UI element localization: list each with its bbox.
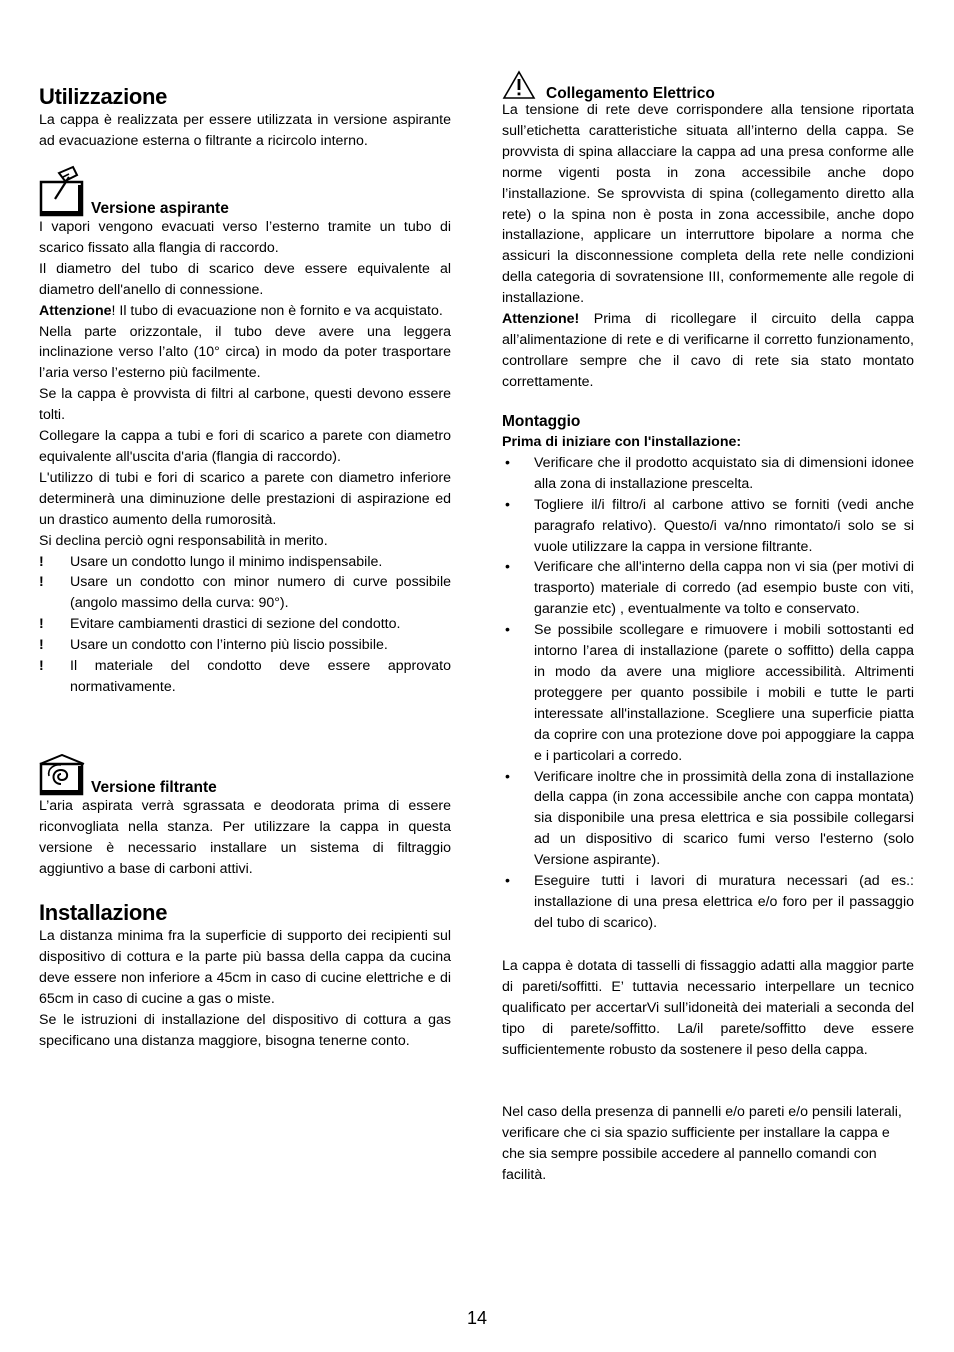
warning-text: Usare un condotto con minor numero di curve possibile (angolo massimo della curva: 90°). <box>70 574 451 612</box>
aspirante-paragraph-6: Collegare la cappa a tubi e fori di scarico a parete con diametro equivalente all'uscita d'aria (flangia di raccordo). <box>39 428 451 465</box>
elettrico-paragraph-2 <box>502 309 914 393</box>
warning-mark: ! <box>39 574 44 591</box>
filtrante-text: L’aria aspirata verrà sgrassata e deodorata prima di essere riconvogliata nella stanza. Per utilizzare la cappa in questa versione è necessario installare un sistema di filtraggio aggiuntivo a base di carboni attivi. <box>39 798 451 877</box>
warning-item <box>39 656 451 698</box>
bullet-mark: • <box>505 622 510 639</box>
bullet-item <box>502 453 914 495</box>
installazione-title: Installazione <box>39 900 168 925</box>
utilizzazione-text: La cappa è realizzata per essere utilizzata in versione aspirante ad evacuazione esterna o filtrante a ricircolo interno. <box>39 112 451 149</box>
bullet-item <box>502 495 914 558</box>
tasselli-paragraph-block <box>502 956 914 1061</box>
montaggio-subtitle: Prima di iniziare con l'installazione: <box>502 434 742 450</box>
warning-mark: ! <box>39 553 44 570</box>
bullet-text: Verificare che il prodotto acquistato sia di dimensioni idonee alla zona di installazione prescelta. <box>534 454 914 492</box>
bullet-mark: • <box>505 454 510 471</box>
warning-text: Usare un condotto con l’interno più liscio possibile. <box>70 637 388 654</box>
bullet-text: Eseguire tutti i lavori di muratura necessari (ad es.: installazione di una presa elettrica e/o foro per il passaggio del tubo di scarico). <box>534 873 914 931</box>
warning-triangle-icon <box>502 70 536 100</box>
warning-text: Evitare cambiamenti drastici di sezione del condotto. <box>70 616 401 633</box>
installazione-section <box>39 900 451 1051</box>
bullet-text: Verificare che all'interno della cappa non vi sia (per motivi di trasporto) materiale di corredo (ad esempio buste con viti, garanzie etc) , eventualmente va tolto e conservato. <box>534 559 914 618</box>
attention-label: Attenzione! <box>502 311 580 328</box>
collegamento-elettrico-title: Collegamento Elettrico <box>546 85 715 102</box>
warning-item <box>39 572 451 614</box>
aspirante-paragraph-8: Si declina perciò ogni responsabilità in merito. <box>39 532 328 549</box>
bullet-item <box>502 767 914 872</box>
bullet-text: Se possibile scollegare e rimuovere i mobili sottostanti ed intorno l’area di installazione (parete o soffitto) della cappa in modo da avere una migliore accessibilità. Altrimenti proteggere per quanto possibile i mobili e tutte le parti interessate all'installazione. Scegliere una superficie piatta da coprire con una protezione dove poi appoggiare la cappa e i particolari a corredo. <box>534 622 914 764</box>
aspirante-paragraph-7: L'utilizzo di tubi e fori di scarico a parete con diametro inferiore determinerà una diminuzione delle prestazioni di aspirazione ed un drastico aumento della rumorosità. <box>39 469 451 528</box>
ducted-hood-icon <box>39 165 85 217</box>
utilizzazione-title: Utilizzazione <box>39 84 168 109</box>
bullet-item <box>502 557 914 620</box>
warning-item <box>39 552 451 573</box>
tasselli-paragraph: La cappa è dotata di tasselli di fissaggio adatti alla maggior parte di pareti/soffitti. E’ tuttavia necessario interpellare un tecnico qualificato per accertarVi sull’idoneità dei materiali a seconda del tipo di parete/soffitto. La/il parete/soffitto deve essere sufficientemente robusto da sostenere il peso della cappa. <box>502 958 914 1058</box>
recirculating-hood-icon <box>39 754 85 796</box>
warning-list <box>39 552 451 698</box>
pannelli-paragraph: Nel caso della presenza di pannelli e/o pareti e/o pensili laterali, verificare che ci sia spazio sufficiente per installare la cappa e che sia sempre possibile accedere al pannello comandi con facilità. <box>502 1104 902 1183</box>
aspirante-paragraph-4: Nella parte orizzontale, il tubo deve avere una leggera inclinazione verso l’alto (10° circa) in modo da poter trasportare l’aria verso l’esterno più facilmente. <box>39 323 451 382</box>
aspirante-paragraph-2: Il diametro del tubo di scarico deve essere equivalente al diametro dell'anello di connessione. <box>39 260 451 298</box>
bullet-mark: • <box>505 496 510 513</box>
bullet-mark: • <box>505 768 510 785</box>
aspirante-paragraph-5: Se la cappa è provvista di filtri al carbone, questi devono essere tolti. <box>39 386 451 424</box>
bullet-item <box>502 620 914 766</box>
elettrico-paragraph-1: La tensione di rete deve corrispondere alla tensione riportata sull’etichetta caratteristiche situata all’interno della cappa. Se provvista di spina allacciare la cappa ad una presa conforme alle norme vigenti posta in zona accessibile anche dopo l’installazione. Se sprovvista di spina (collegamento diretto alla rete) o la spina non è posta in zona accessibile, anche dopo installazione, applicare un interruttore bipolare a norma che assicuri la disconnessione completa della rete nelle condizioni della categoria di sovratensione III, conformemente alle regole di installazione. <box>502 102 914 307</box>
montaggio-title: Montaggio <box>502 413 581 430</box>
warning-mark: ! <box>39 637 44 654</box>
page-number: 14 <box>466 1308 488 1328</box>
attention-label: Attenzione <box>39 302 112 319</box>
warning-mark: ! <box>39 616 44 633</box>
pannelli-paragraph-block <box>502 1102 914 1186</box>
montaggio-section <box>502 412 914 934</box>
versione-filtrante-title: Versione filtrante <box>91 779 217 796</box>
bullet-mark: • <box>505 873 510 890</box>
versione-aspirante-heading <box>39 165 451 217</box>
warning-item <box>39 614 451 635</box>
warning-item <box>39 635 451 656</box>
installazione-paragraph-2: Se le istruzioni di installazione del dispositivo di cottura a gas specificano una distanza maggiore, bisogna tenerne conto. <box>39 1011 451 1049</box>
bullet-text: Togliere il/i filtro/i al carbone attivo se forniti (vedi anche paragrafo relativo). Questo/i va/nno rimontato/i solo se si vuole utilizzare la cappa in versione filtrante. <box>534 496 914 555</box>
installazione-paragraph-1: La distanza minima fra la superficie di supporto dei recipienti sul dispositivo di cottura e la parte più bassa della cappa da cucina deve essere non inferiore a 45cm in caso di cucine elettriche e di 65cm in caso di cucine a gas o miste. <box>39 928 451 1007</box>
versione-filtrante-section <box>39 754 451 880</box>
warning-text: Il materiale del condotto deve essere approvato normativamente. <box>70 658 451 695</box>
attention-text: ! Il tubo di evacuazione non è fornito e va acquistato. <box>111 302 443 319</box>
attention-text: Prima di ricollegare il circuito della cappa all’alimentazione di rete e di verificarne il corretto funzionamento, controllare sempre che il cavo di rete sia stato montato correttamente. <box>502 311 914 390</box>
bullet-text: Verificare inoltre che in prossimità della zona di installazione della cappa (in zona accessibile anche con cappa montata) sia disponibile una presa elettrica e sia possibile collegarsi ad un dispositivo di scarico fumi verso l'esterno (solo Versione aspirante). <box>534 768 914 869</box>
bullet-item <box>502 871 914 934</box>
collegamento-elettrico-section <box>502 70 914 393</box>
aspirante-paragraph-3 <box>39 301 451 322</box>
warning-text: Usare un condotto lungo il minimo indispensabile. <box>70 553 383 570</box>
bullet-mark: • <box>505 559 510 576</box>
versione-aspirante-section <box>39 165 451 698</box>
collegamento-elettrico-heading <box>502 70 914 100</box>
aspirante-paragraph-1: I vapori vengono evacuati verso l’esterno tramite un tubo di scarico fissato alla flangia di raccordo. <box>39 219 451 256</box>
versione-filtrante-heading <box>39 754 451 796</box>
utilizzazione-section <box>39 84 451 152</box>
montaggio-bullet-list <box>502 453 914 934</box>
versione-aspirante-title: Versione aspirante <box>91 200 229 217</box>
warning-mark: ! <box>39 658 44 675</box>
